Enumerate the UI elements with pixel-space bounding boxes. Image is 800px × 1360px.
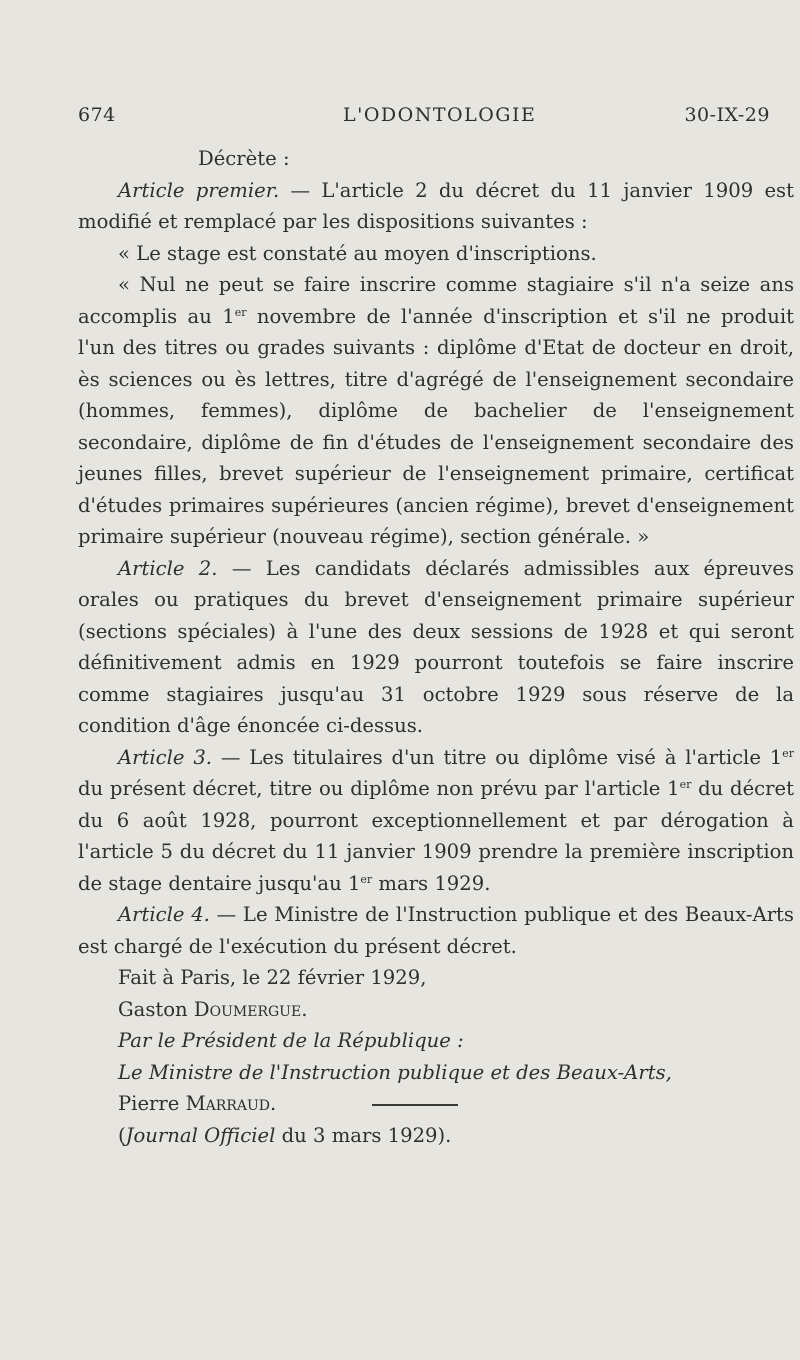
ministre-title: Le Ministre de l'Instruction publique et des Beaux-Arts, <box>118 1060 672 1084</box>
article-4: Article 4. — Le Ministre de l'Instruction publique et des Beaux-Arts est chargé de l'exécution du présent décret. <box>78 903 794 958</box>
section-divider <box>372 1104 458 1106</box>
article-1: Article premier. — L'article 2 du décret du 11 janvier 1909 est modifié et remplacé par les dispositions suivantes : <box>78 178 794 233</box>
fait-a-paris: Fait à Paris, le 22 février 1929, <box>118 966 427 989</box>
journal-officiel-ref: (Journal Officiel du 3 mars 1929). <box>118 1123 452 1147</box>
page-number: 674 <box>78 104 116 126</box>
decree-text <box>78 143 794 1151</box>
article-1-label: Article premier. <box>118 178 280 202</box>
journal-title: L'ODONTOLOGIE <box>343 104 537 126</box>
running-header <box>78 104 770 132</box>
par-le-president: Par le Président de la République : <box>118 1029 464 1052</box>
article-3-label: Article 3. <box>118 745 213 769</box>
article-4-label: Article 4. <box>118 903 210 926</box>
quote-2: « Nul ne peut se faire inscrire comme stagiaire s'il n'a seize ans accomplis au 1er novembre de l'année d'inscription et s'il ne produit l'un des titres ou grades suivants : diplôme d'Etat de docteur en droit, ès sciences ou ès lettres, titre d'agrégé de l'enseignement secondaire (hommes, femmes), diplôme de bachelier de l'enseignement secondaire, diplôme de fin d'études de l'enseignement secondaire des jeunes filles, brevet supérieur de l'enseignement primaire, certificat d'études primaires supérieures (ancien régime), brevet d'enseignement primaire supérieur (nouveau régime), section générale. » <box>78 273 794 548</box>
article-2: Article 2. — Les candidats déclarés admissibles aux épreuves orales ou pratiques du brevet d'enseignement primaire supérieur (sections spéciales) à l'une des deux sessions de 1928 et qui seront définitivement admis en 1929 pourront toutefois se faire inscrire comme stagiaires jusqu'au 31 octobre 1929 sous réserve de la condition d'âge énoncée ci-dessus. <box>78 556 794 737</box>
issue-date: 30-IX-29 <box>684 104 770 126</box>
article-2-label: Article 2. <box>118 556 218 580</box>
signature-marraud: Pierre Marraud. <box>118 1092 277 1115</box>
decrete-heading: Décrète : <box>198 147 290 170</box>
signature-doumergue: Gaston Doumergue. <box>118 997 308 1021</box>
article-3: Article 3. — Les titulaires d'un titre ou diplôme visé à l'article 1er du présent décret, titre ou diplôme non prévu par l'article 1er du décret du 6 août 1928, pourront exceptionnellement et par dérogation à l'article 5 du décret du 11 janvier 1909 prendre la première inscription de stage dentaire jusqu'au 1er mars 1929. <box>78 745 794 895</box>
quote-1: « Le stage est constaté au moyen d'inscriptions. <box>118 241 597 265</box>
